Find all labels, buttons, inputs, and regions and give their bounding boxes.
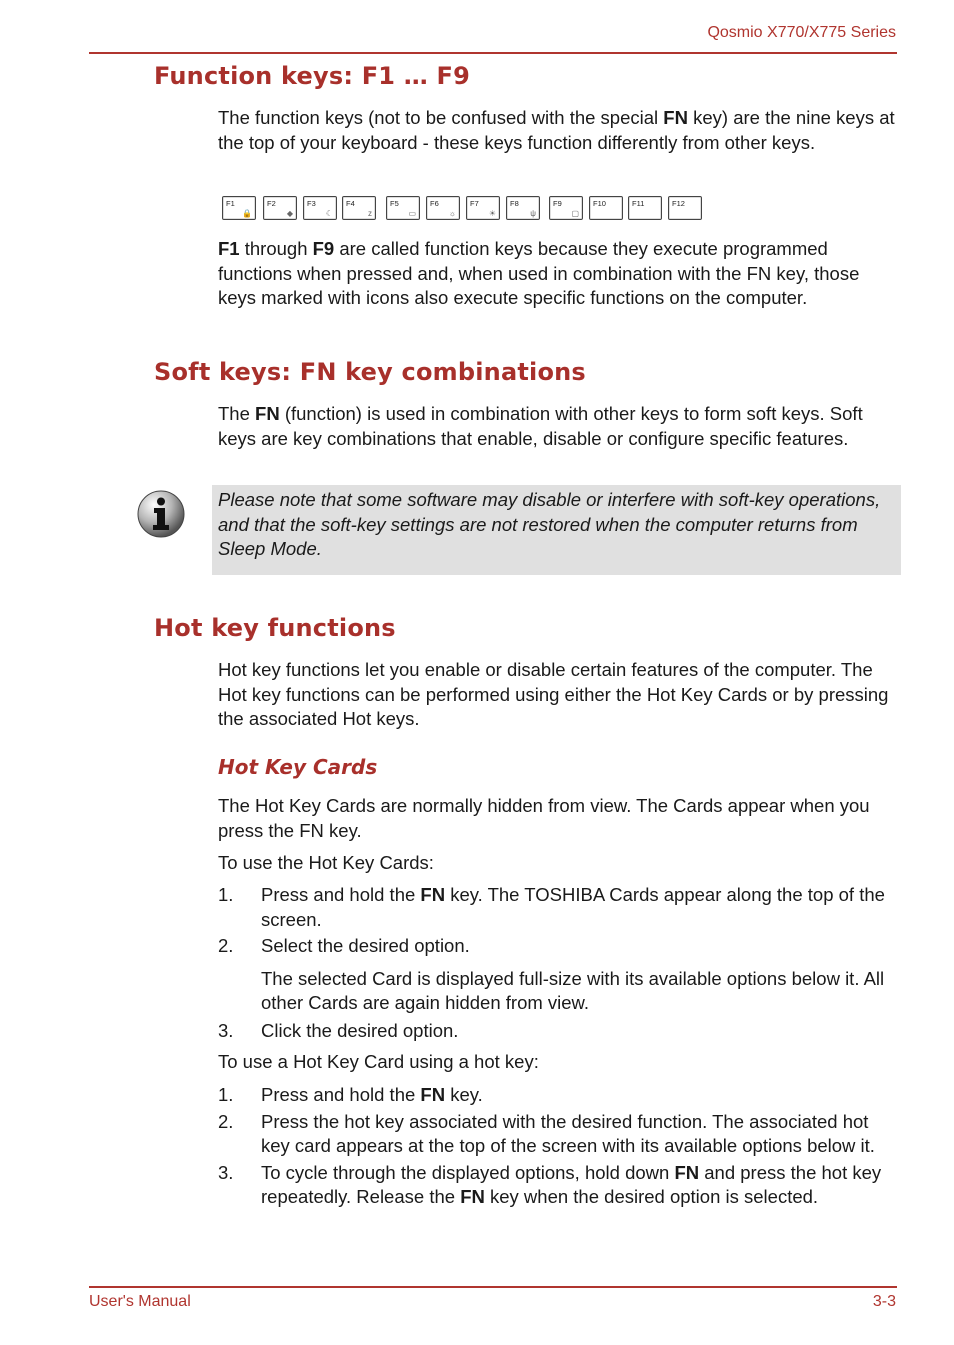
key-f9: F9 ▢ (549, 196, 583, 220)
footer-manual-title: User's Manual (89, 1293, 191, 1310)
brightness-down-icon: ☼ (448, 209, 456, 218)
info-icon (136, 489, 186, 539)
power-plan-icon: ◆ (286, 209, 293, 218)
hot-key-cards-instructions-lead: To use the Hot Key Cards: (218, 852, 434, 873)
list-item: 1. Press and hold the FN key. The TOSHIBA Cards appear along the top of the screen. (218, 884, 885, 930)
header-series-title: Qosmio X770/X775 Series (707, 24, 896, 41)
brightness-up-icon: ☀ (488, 209, 496, 218)
section-title-soft-keys: Soft keys: FN key combinations (154, 358, 586, 386)
key-f6: F6 ☼ (426, 196, 460, 220)
function-keys-intro: The function keys (not to be confused with the special FN key) are the nine keys at the top of your keyboard - these keys function differently from other keys. (218, 107, 895, 153)
hot-key-cards-steps (218, 883, 898, 1043)
key-f1: F1 🔒 (222, 196, 256, 220)
hot-key-shortcut-steps (218, 1083, 898, 1210)
footer-page-number: 3-3 (872, 1293, 896, 1310)
list-item: 2. Select the desired option. (218, 935, 470, 956)
list-item-detail: The selected Card is displayed full-size with its available options below it. All other Cards are again hidden from view. (261, 967, 885, 1013)
key-f2: F2 ◆ (263, 196, 297, 220)
function-keys-description: F1 through F9 are called function keys because they execute programmed functions when pressed and, when used in combination with the FN key, those keys marked with icons also execute specific functions on the computer. (218, 238, 860, 308)
hot-key-intro: Hot key functions let you enable or disable certain features of the computer. The Hot key functions can be performed using either the Hot Key Cards or by pressing the associated Hot keys. (218, 659, 889, 729)
soft-keys-intro: The FN (function) is used in combination with other keys to form soft keys. Soft keys are key combinations that enable, disable or configure specific features. (218, 403, 863, 449)
hot-key-shortcut-lead: To use a Hot Key Card using a hot key: (218, 1051, 539, 1072)
display-output-icon: ▭ (408, 209, 416, 218)
note-text: Please note that some software may disable or interfere with soft-key operations, and that the soft-key settings are not restored when the computer returns from Sleep Mode. (218, 489, 881, 559)
header-rule (89, 52, 897, 54)
key-f4: F4 z (342, 196, 376, 220)
touchpad-icon: ▢ (571, 209, 579, 218)
footer-rule (89, 1286, 897, 1288)
list-item: 3. Click the desired option. (218, 1019, 459, 1041)
subsection-title-hot-key-cards: Hot Key Cards (218, 755, 378, 779)
key-f5: F5 ▭ (386, 196, 420, 220)
list-item: 2. Press the hot key associated with the desired function. The associated hot key card appears at the top of the screen with its available options below it. (218, 1110, 875, 1156)
wireless-icon: ψ (530, 209, 536, 218)
key-f12: F12 (668, 196, 702, 220)
function-key-row (222, 196, 712, 220)
key-f3: F3 ☾ (303, 196, 337, 220)
lock-icon: 🔒 (242, 209, 252, 218)
section-title-function-keys: Function keys: F1 … F9 (154, 62, 471, 90)
key-f11: F11 (628, 196, 662, 220)
section-title-hot-key: Hot key functions (154, 614, 396, 642)
sleep-icon: ☾ (325, 209, 333, 218)
list-item: 1. Press and hold the FN key. (218, 1084, 483, 1105)
key-f10: F10 (589, 196, 623, 220)
hot-key-cards-description: The Hot Key Cards are normally hidden from view. The Cards appear when you press the FN key. (218, 795, 870, 841)
list-item: 3. To cycle through the displayed options, hold down FN and press the hot key repeatedly. Release the FN key when the desired option is selected. (218, 1161, 882, 1207)
hibernate-icon: z (368, 209, 372, 218)
key-f7: F7 ☀ (466, 196, 500, 220)
key-f8: F8 ψ (506, 196, 540, 220)
